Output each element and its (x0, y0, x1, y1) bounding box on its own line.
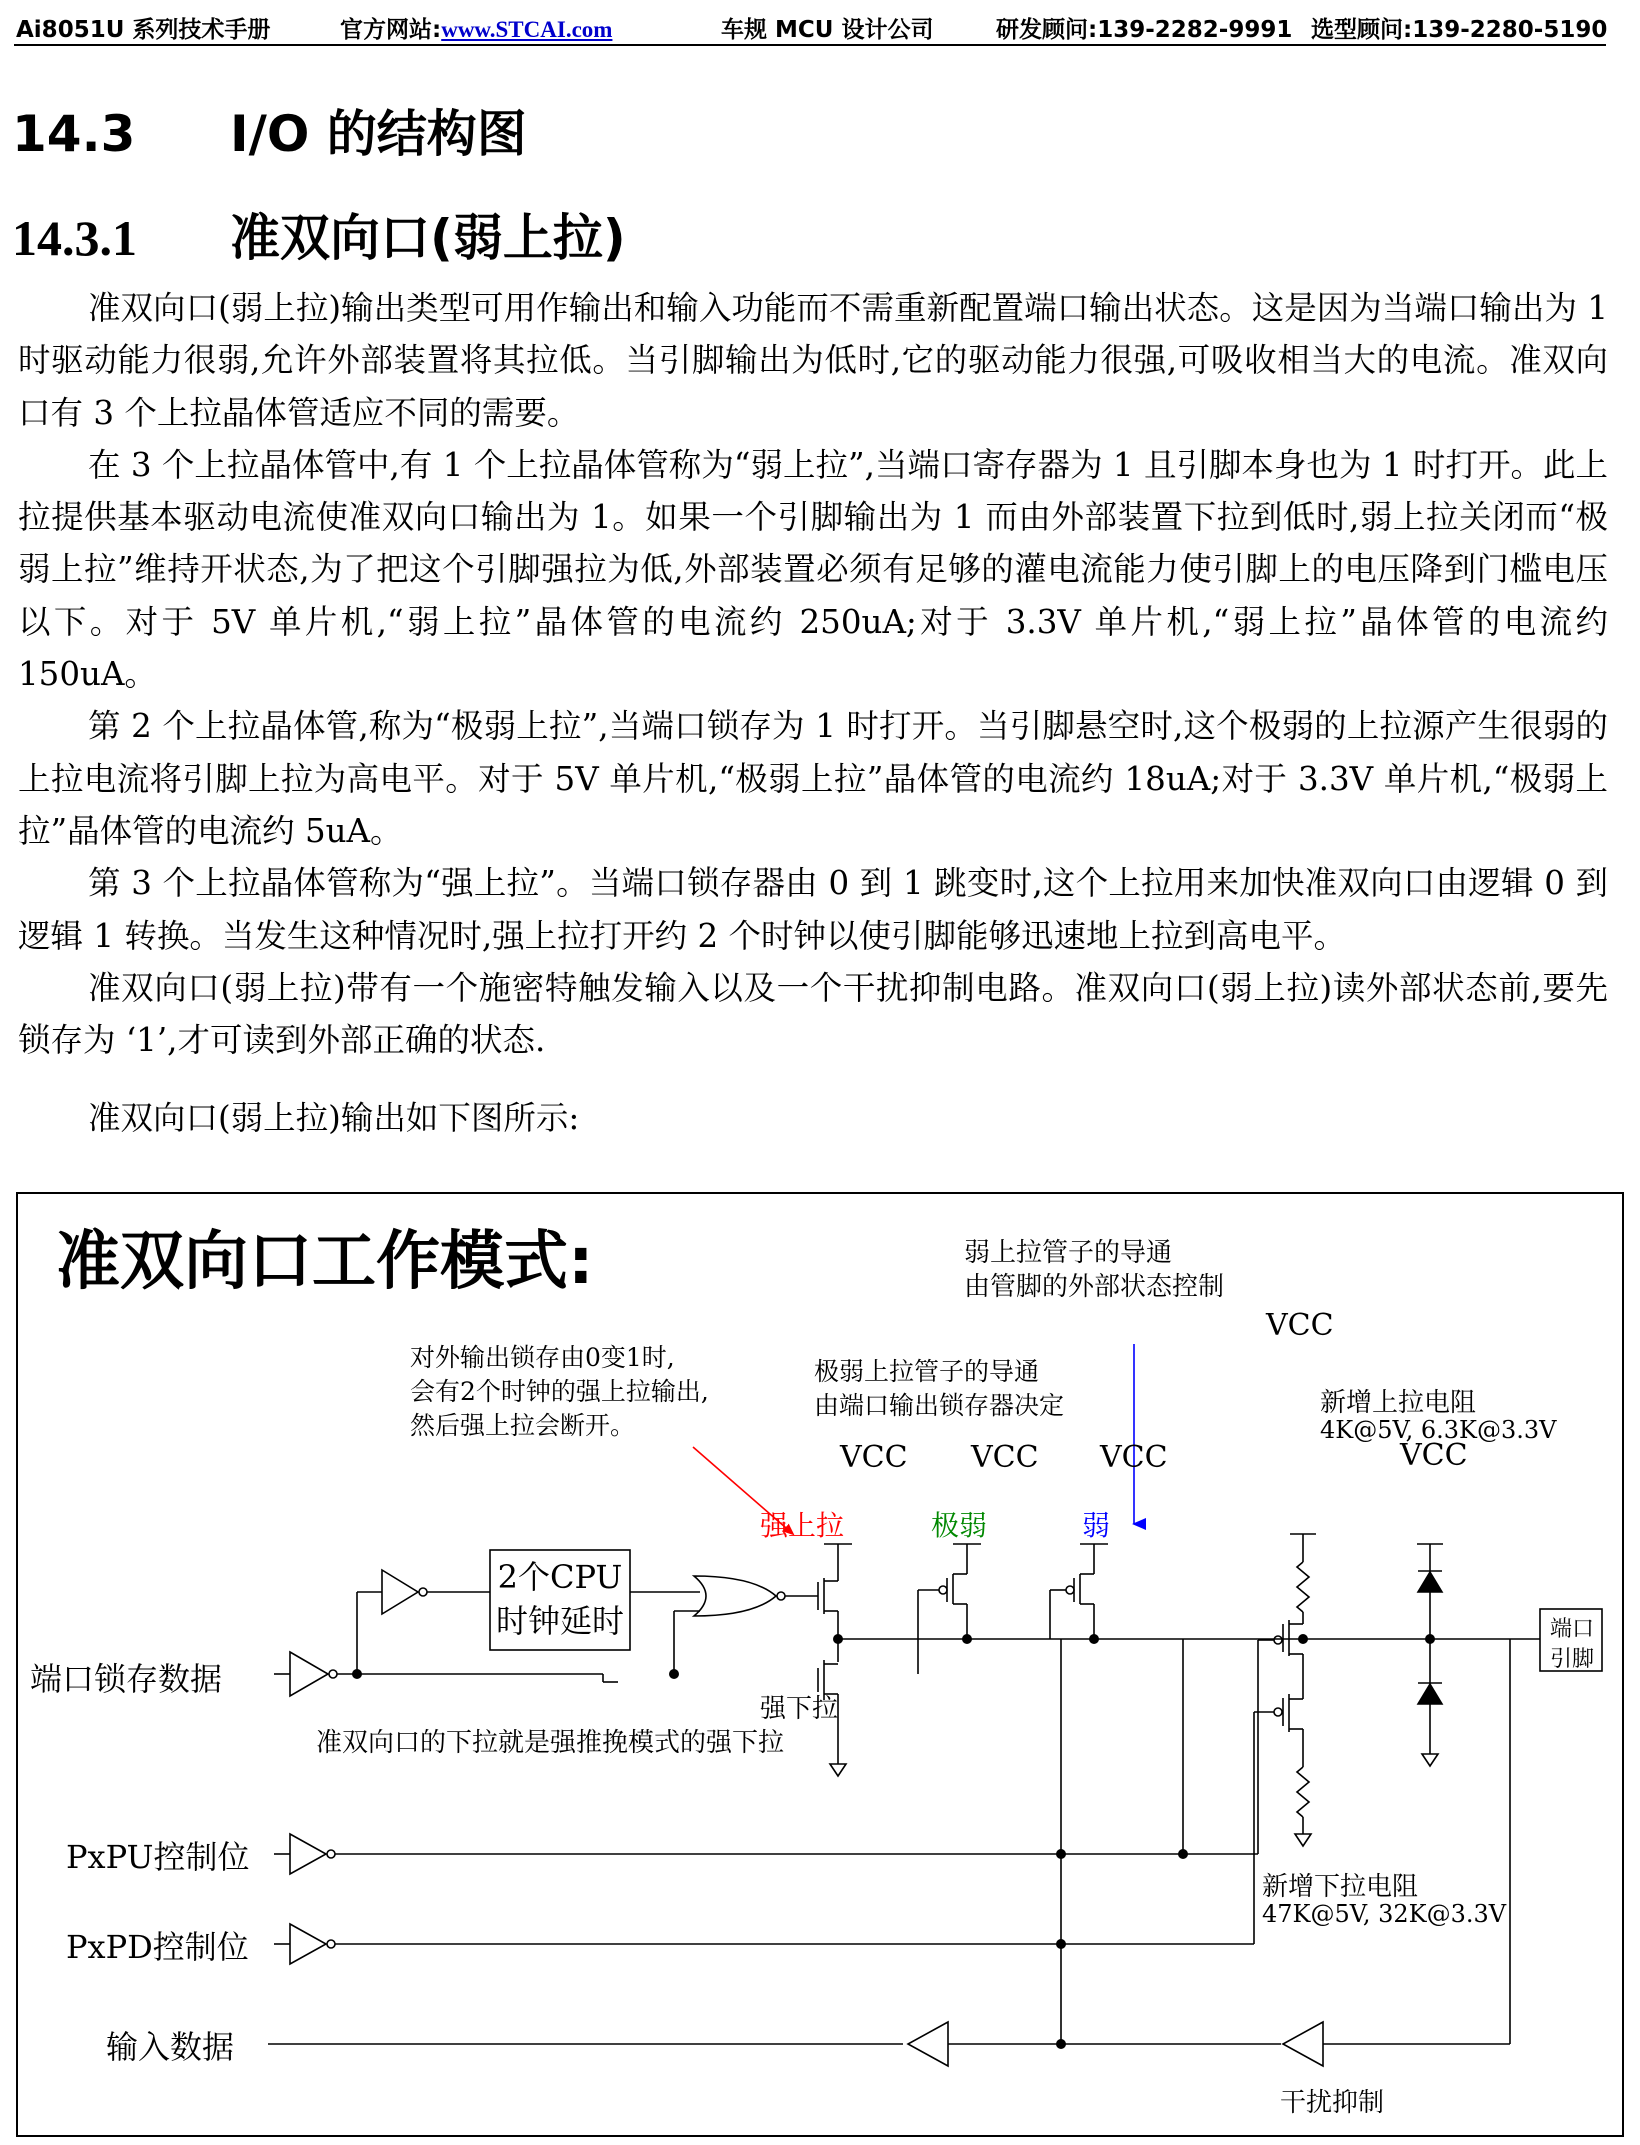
paragraph: 准双向口(弱上拉)带有一个施密特触发输入以及一个干扰抑制电路。准双向口(弱上拉)读外部状态前,要先锁存为 ‘1’,才可读到外部正确的状态. (18, 968, 1608, 1060)
pulldown-res-label-2: 47K@5V, 32K@3.3V (1262, 1900, 1507, 1928)
strong-pullup-label: 强上拉 (760, 1509, 845, 1542)
pxpd-label: PxPD控制位 (66, 1928, 249, 1966)
or-gate (694, 1576, 776, 1616)
upper-inverter (382, 1570, 418, 1614)
junction-dots (352, 1634, 1435, 2049)
company-tagline: 车规 MCU 设计公司 (721, 17, 934, 43)
interference-buffer (1283, 2022, 1323, 2066)
delay-label-1: 2个CPU (497, 1558, 623, 1596)
strong-note-1: 对外输出锁存由0变1时, (410, 1343, 675, 1372)
input-buffer (908, 2022, 948, 2066)
pxpu-buffer (290, 1834, 326, 1874)
vcc-weak: VCC (1100, 1440, 1168, 1475)
vcc-diode: VCC (1400, 1438, 1468, 1473)
pulldown-note: 准双向口的下拉就是强推挽模式的强下拉 (316, 1728, 785, 1758)
site-link[interactable]: www.STCAI.com (441, 17, 613, 42)
latch-buffer (290, 1652, 328, 1696)
subsection-number: 14.3.1 (12, 210, 137, 266)
vcc-strong: VCC (840, 1440, 908, 1475)
strong-note-3: 然后强上拉会断开。 (410, 1411, 636, 1440)
figure-caption: 准双向口(弱上拉)输出如下图所示: (88, 1099, 580, 1137)
sales-contact: 选型顾问:139-2280-5190 (1311, 17, 1608, 43)
port-pin-label-1: 端口 (1549, 1617, 1594, 1642)
strong-pulldown-label: 强下拉 (760, 1694, 839, 1724)
latch-data-label: 端口锁存数据 (30, 1660, 223, 1698)
site-label-text: 官方网站: (340, 17, 442, 43)
subsection-heading (12, 198, 626, 270)
pullup-res-label-2: 4K@5V, 6.3K@3.3V (1320, 1416, 1557, 1444)
vcc-pullup-res: VCC (1266, 1308, 1334, 1343)
pxpd-buffer (290, 1924, 326, 1964)
vweak-note-2: 由端口输出锁存器决定 (814, 1391, 1065, 1420)
weak-note-1: 弱上拉管子的导通 (964, 1238, 1173, 1268)
circuit-schematic (18, 1194, 1626, 2139)
body-text (18, 282, 1608, 1066)
delay-label-2: 时钟延时 (495, 1602, 624, 1640)
paragraph: 第 2 个上拉晶体管,称为“极弱上拉”,当端口锁存为 1 时打开。当引脚悬空时,这个极弱的上拉源产生很弱的上拉电流将引脚上拉为高电平。对于 5V 单片机,“极弱上拉”晶体管的电流约 18uA;对于 3.3V 单片机,“极弱上拉”晶体管的电流约 5uA。 (18, 707, 1608, 850)
paragraph: 准双向口(弱上拉)输出类型可用作输出和输入功能而不需重新配置端口输出状态。这是因为当端口输出为 1 时驱动能力很弱,允许外部装置将其拉低。当引脚输出为低时,它的驱动能力很强,可吸收相当大的电流。准双向口有 3 个上拉晶体管适应不同的需要。 (18, 289, 1608, 432)
diagram-title: 准双向口工作模式: (56, 1225, 594, 1299)
input-data-label: 输入数据 (106, 2028, 235, 2066)
manual-title: Ai8051U 系列技术手册 (16, 17, 271, 43)
pxpu-label: PxPU控制位 (66, 1838, 250, 1876)
port-pin-label-2: 引脚 (1549, 1647, 1594, 1672)
very-weak-label: 极弱 (931, 1509, 988, 1542)
section-heading (12, 94, 527, 166)
interference-label: 干扰抑制 (1280, 2088, 1385, 2118)
circuit-diagram (16, 1192, 1624, 2137)
pullup-res-label-1: 新增上拉电阻 (1320, 1388, 1477, 1418)
rd-contact: 研发顾问:139-2282-9991 (996, 17, 1293, 43)
weak-label: 弱 (1082, 1509, 1111, 1542)
section-number: 14.3 (12, 105, 136, 163)
site-label (340, 11, 612, 44)
weak-note-2: 由管脚的外部状态控制 (964, 1272, 1225, 1302)
subsection-title: 准双向口(弱上拉) (230, 209, 626, 267)
pulldown-res-label-1: 新增下拉电阻 (1262, 1872, 1419, 1902)
paragraph: 第 3 个上拉晶体管称为“强上拉”。当端口锁存器由 0 到 1 跳变时,这个上拉用来加快准双向口由逻辑 0 到逻辑 1 转换。当发生这种情况时,强上拉打开约 2 个时钟以使引脚能够迅速地上拉到高电平。 (18, 864, 1608, 955)
vweak-note-1: 极弱上拉管子的导通 (814, 1357, 1040, 1386)
strong-note-2: 会有2个时钟的强上拉输出, (410, 1377, 709, 1406)
section-title: I/O 的结构图 (230, 105, 527, 163)
vcc-vweak: VCC (971, 1440, 1039, 1475)
paragraph: 在 3 个上拉晶体管中,有 1 个上拉晶体管称为“弱上拉”,当端口寄存器为 1 且引脚本身也为 1 时打开。此上拉提供基本驱动电流使准双向口输出为 1。如果一个引脚输出为 1 而由外部装置下拉到低时,弱上拉关闭而“极弱上拉”维持开状态,为了把这个引脚强拉为低,外部装置必须有足够的灌电流能力使引脚上的电压降到门槛电压以下。对于 5V 单片机,“弱上拉”晶体管的电流约 250uA;对于 3.3V 单片机,“弱上拉”晶体管的电流约 150uA。 (18, 445, 1608, 694)
page-header (14, 8, 1606, 46)
